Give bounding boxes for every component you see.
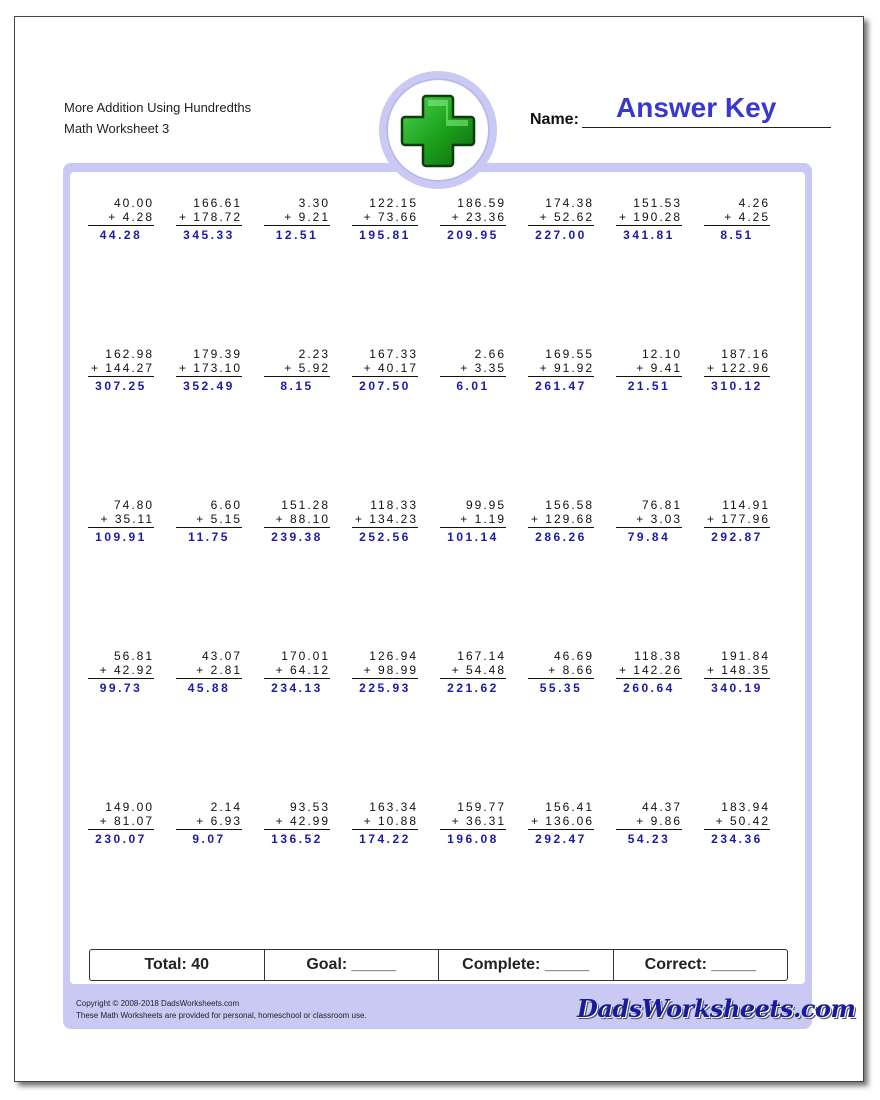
addend-top: 187.16: [721, 347, 770, 361]
addition-problem: [176, 196, 242, 243]
addition-problem: [352, 196, 418, 243]
addend-bottom: + 136.06: [528, 814, 594, 830]
addend-top: 183.94: [721, 800, 770, 814]
addend-top: 118.38: [634, 649, 682, 663]
addition-problem: [176, 800, 242, 847]
score-box: [89, 949, 788, 981]
answer: 340.19: [711, 681, 763, 695]
worksheet-title: More Addition Using Hundredths: [64, 100, 252, 115]
addend-top: 179.39: [193, 347, 242, 361]
addition-problem: [704, 498, 770, 545]
addend-bottom: + 81.07: [88, 814, 154, 830]
answer-key-label: Answer Key: [616, 92, 777, 123]
addend-top: 149.00: [105, 800, 154, 814]
addend-top: 191.84: [721, 649, 770, 663]
addend-bottom: + 148.35: [704, 663, 770, 679]
answer: 6.01: [456, 379, 490, 393]
addition-problem: [352, 800, 418, 847]
addend-bottom: + 1.19: [440, 512, 506, 528]
addend-top: 170.01: [281, 649, 330, 663]
addend-bottom: + 8.66: [528, 663, 594, 679]
addition-problem: [440, 498, 506, 545]
answer: 292.47: [535, 832, 587, 846]
answer: 209.95: [447, 228, 499, 242]
addend-top: 162.98: [105, 347, 154, 361]
addition-problem: [88, 649, 154, 696]
answer: 252.56: [359, 530, 411, 544]
answer: 174.22: [359, 832, 411, 846]
worksheet-title-block: [64, 97, 251, 139]
addend-bottom: + 5.92: [264, 361, 330, 377]
copyright-block: [76, 998, 367, 1022]
addend-bottom: + 122.96: [704, 361, 770, 377]
addend-top: 56.81: [113, 649, 154, 663]
addend-top: 163.34: [369, 800, 418, 814]
addend-top: 167.14: [457, 649, 506, 663]
addition-problem: [440, 800, 506, 847]
answer: 221.62: [447, 681, 499, 695]
addition-problem: [616, 347, 682, 394]
answer: 286.26: [535, 530, 587, 544]
answer: 261.47: [535, 379, 587, 393]
addition-problem: [704, 649, 770, 696]
addition-problem: [352, 649, 418, 696]
addend-bottom: + 73.66: [352, 210, 418, 226]
plus-icon: [394, 86, 482, 174]
answer: 225.93: [359, 681, 411, 695]
addition-problem: [352, 347, 418, 394]
addition-problem: [440, 196, 506, 243]
addition-problem: [264, 649, 330, 696]
addend-top: 114.91: [722, 498, 770, 512]
addend-top: 46.69: [553, 649, 594, 663]
addition-problem: [616, 800, 682, 847]
addend-bottom: + 134.23: [352, 512, 418, 528]
answer: 207.50: [359, 379, 411, 393]
addend-bottom: + 5.15: [176, 512, 242, 528]
addend-top: 12.10: [641, 347, 682, 361]
addend-bottom: + 3.03: [616, 512, 682, 528]
addend-bottom: + 10.88: [352, 814, 418, 830]
usage-note: These Math Worksheets are provided for personal, homeschool or classroom use.: [76, 1011, 367, 1020]
addend-bottom: + 40.17: [352, 361, 418, 377]
answer: 99.73: [99, 681, 143, 695]
addend-bottom: + 42.99: [264, 814, 330, 830]
answer: 260.64: [623, 681, 675, 695]
answer: 8.51: [720, 228, 754, 242]
addend-top: 122.15: [369, 196, 418, 210]
answer: 307.25: [95, 379, 147, 393]
addition-problem: [264, 498, 330, 545]
addend-top: 99.95: [465, 498, 506, 512]
answer: 44.28: [99, 228, 143, 242]
addend-bottom: + 6.93: [176, 814, 242, 830]
answer: 21.51: [627, 379, 671, 393]
addend-bottom: + 177.96: [704, 512, 770, 528]
answer: 196.08: [447, 832, 499, 846]
answer: 227.00: [535, 228, 587, 242]
dadsworksheets-logo: DadsWorksheets.com: [577, 994, 856, 1023]
addition-problem: [264, 347, 330, 394]
addend-bottom: + 9.41: [616, 361, 682, 377]
addition-problem: [528, 649, 594, 696]
addend-top: 2.14: [210, 800, 242, 814]
addend-bottom: + 52.62: [528, 210, 594, 226]
addend-bottom: + 4.25: [704, 210, 770, 226]
addend-bottom: + 178.72: [176, 210, 242, 226]
answer: 239.38: [271, 530, 323, 544]
addend-top: 159.77: [457, 800, 506, 814]
badge: [386, 78, 490, 182]
addend-top: 156.41: [545, 800, 594, 814]
addend-top: 118.33: [370, 498, 418, 512]
answer: 234.36: [711, 832, 763, 846]
copyright-text: Copyright © 2008-2018 DadsWorksheets.com: [76, 999, 240, 1008]
addition-problem: [704, 800, 770, 847]
addition-problem: [528, 347, 594, 394]
addend-bottom: + 2.81: [176, 663, 242, 679]
answer: 54.23: [627, 832, 671, 846]
addend-bottom: + 3.35: [440, 361, 506, 377]
answer: 79.84: [627, 530, 671, 544]
addend-bottom: + 35.11: [88, 512, 154, 528]
addend-top: 44.37: [641, 800, 682, 814]
addition-problem: [528, 800, 594, 847]
addend-bottom: + 91.92: [528, 361, 594, 377]
addition-problem: [264, 800, 330, 847]
addend-bottom: + 50.42: [704, 814, 770, 830]
addend-bottom: + 4.28: [88, 210, 154, 226]
addition-problem: [616, 649, 682, 696]
answer: 345.33: [183, 228, 235, 242]
addend-top: 151.53: [633, 196, 682, 210]
addition-problem: [704, 347, 770, 394]
addition-problem: [528, 196, 594, 243]
complete-cell: Complete: _____: [439, 950, 614, 980]
addition-problem: [616, 196, 682, 243]
addition-problem: [440, 649, 506, 696]
addend-top: 40.00: [113, 196, 154, 210]
addend-top: 93.53: [289, 800, 330, 814]
addition-problem: [352, 498, 418, 545]
answer: 352.49: [183, 379, 235, 393]
goal-cell: Goal: _____: [265, 950, 440, 980]
addend-top: 74.80: [113, 498, 154, 512]
addition-problem: [440, 347, 506, 394]
addend-top: 167.33: [369, 347, 418, 361]
answer: 234.13: [271, 681, 323, 695]
addition-problem: [704, 196, 770, 243]
addition-problem: [176, 649, 242, 696]
addition-problem: [88, 347, 154, 394]
addend-bottom: + 142.26: [616, 663, 682, 679]
addition-problem: [88, 196, 154, 243]
addend-bottom: + 64.12: [264, 663, 330, 679]
addend-top: 186.59: [457, 196, 506, 210]
addend-bottom: + 98.99: [352, 663, 418, 679]
addition-problem: [176, 347, 242, 394]
addend-top: 76.81: [641, 498, 682, 512]
addition-problem: [176, 498, 242, 545]
addend-top: 2.23: [298, 347, 330, 361]
addend-top: 126.94: [369, 649, 418, 663]
answer: 136.52: [271, 832, 323, 846]
answer: 45.88: [187, 681, 231, 695]
addend-top: 3.30: [298, 196, 330, 210]
addend-top: 6.60: [210, 498, 242, 512]
answer: 101.14: [447, 530, 499, 544]
problems-area: [70, 172, 805, 984]
worksheet-subtitle: Math Worksheet 3: [64, 121, 170, 136]
addend-bottom: + 173.10: [176, 361, 242, 377]
name-line: [582, 127, 831, 128]
addend-bottom: + 190.28: [616, 210, 682, 226]
addend-top: 174.38: [545, 196, 594, 210]
addend-bottom: + 42.92: [88, 663, 154, 679]
addend-bottom: + 54.48: [440, 663, 506, 679]
addend-bottom: + 23.36: [440, 210, 506, 226]
answer: 9.07: [192, 832, 226, 846]
addend-bottom: + 9.21: [264, 210, 330, 226]
correct-cell: Correct: _____: [644, 956, 756, 973]
addend-top: 4.26: [738, 196, 770, 210]
answer: 310.12: [711, 379, 763, 393]
answer: 8.15: [280, 379, 314, 393]
addend-top: 151.28: [281, 498, 330, 512]
answer: 12.51: [275, 228, 319, 242]
addition-problem: [88, 800, 154, 847]
addition-problem: [264, 196, 330, 243]
answer: 55.35: [539, 681, 583, 695]
addend-top: 156.58: [545, 498, 594, 512]
answer: 341.81: [623, 228, 675, 242]
addend-bottom: + 129.68: [528, 512, 594, 528]
name-label: Name:: [530, 111, 579, 128]
answer: 195.81: [359, 228, 411, 242]
addend-bottom: + 9.86: [616, 814, 682, 830]
answer: 109.91: [95, 530, 147, 544]
addition-problem: [88, 498, 154, 545]
addition-problem: [616, 498, 682, 545]
addend-bottom: + 144.27: [88, 361, 154, 377]
answer: 11.75: [188, 530, 230, 544]
addend-top: 43.07: [201, 649, 242, 663]
addend-top: 166.61: [193, 196, 242, 210]
addend-bottom: + 88.10: [264, 512, 330, 528]
addition-problem: [528, 498, 594, 545]
addend-top: 169.55: [545, 347, 594, 361]
addend-bottom: + 36.31: [440, 814, 506, 830]
answer: 292.87: [711, 530, 763, 544]
addend-top: 2.66: [474, 347, 506, 361]
answer: 230.07: [95, 832, 147, 846]
total-cell: Total: 40: [90, 950, 265, 980]
